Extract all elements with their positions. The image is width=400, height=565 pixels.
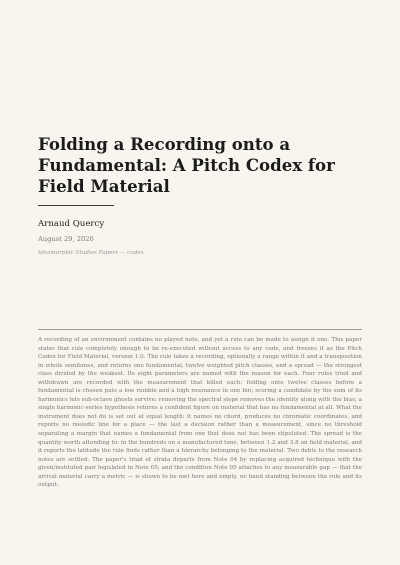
abstract-divider: [38, 329, 362, 330]
paper-title: Folding a Recording onto a Fundamental: A Pitch Codex for Field Material: [38, 134, 335, 196]
paper-date: August 29, 2026: [38, 235, 94, 243]
paper-author: Arnaud Quercy: [38, 219, 105, 229]
title-divider: [38, 205, 114, 206]
paper-abstract: A recording of an environment contains no played note, and yet a rule can be made to assign it one. This paper states that rule completely enough to be re-executed without access to any code, and freezes it as the Pitch Codex for Field Material, version 1.0. The rule takes a recording, optionally a range within it and a transposition in whole semitones, and returns one fundamental, twelve weighted pitch classes, and a spread — the strongest class divided by the weakest. Its eight parameters are named with the reason for each. Four rules tried and withdrawn are recorded with the measurement that killed each: folding onto twelve classes before a fundamental is chosen puts a low rumble and a high resonance in one bin; scoring a candidate by the sum of its harmonics lets sub-octave ghosts survive; removing the spectral slope removes the identity along with the bias; a single harmonic-series hypothesis returns a confident figure on material that has no fundamental at all. What the instrument does not do is set out at equal length: it names no chord, produces no chromatic coordinates, and reports no melodic line for a place — the last a decision rather than a measurement, since no threshold separating a margin that names a fundamental from one that does not has been stipulated. The spread is the quantity worth attending to: in the hundreds on a manufactured tone, between 1.2 and 3.8 on field material, and it reports the latitude the rule finds rather than a hierarchy belonging to the material. Two debts to the research notes are settled. The paper's triad of strata departs from Note 04 by replacing acquired technique with the given/instituted pair legislated in Note 05; and the condition Note 05 attaches to any measurable gap — that the arrival material carry a metric — is shown to be met here and empty, no hand standing between the rule and its output.: [38, 337, 362, 489]
paper-series: Ideamorphic Studies Papers — codex: [38, 250, 144, 256]
